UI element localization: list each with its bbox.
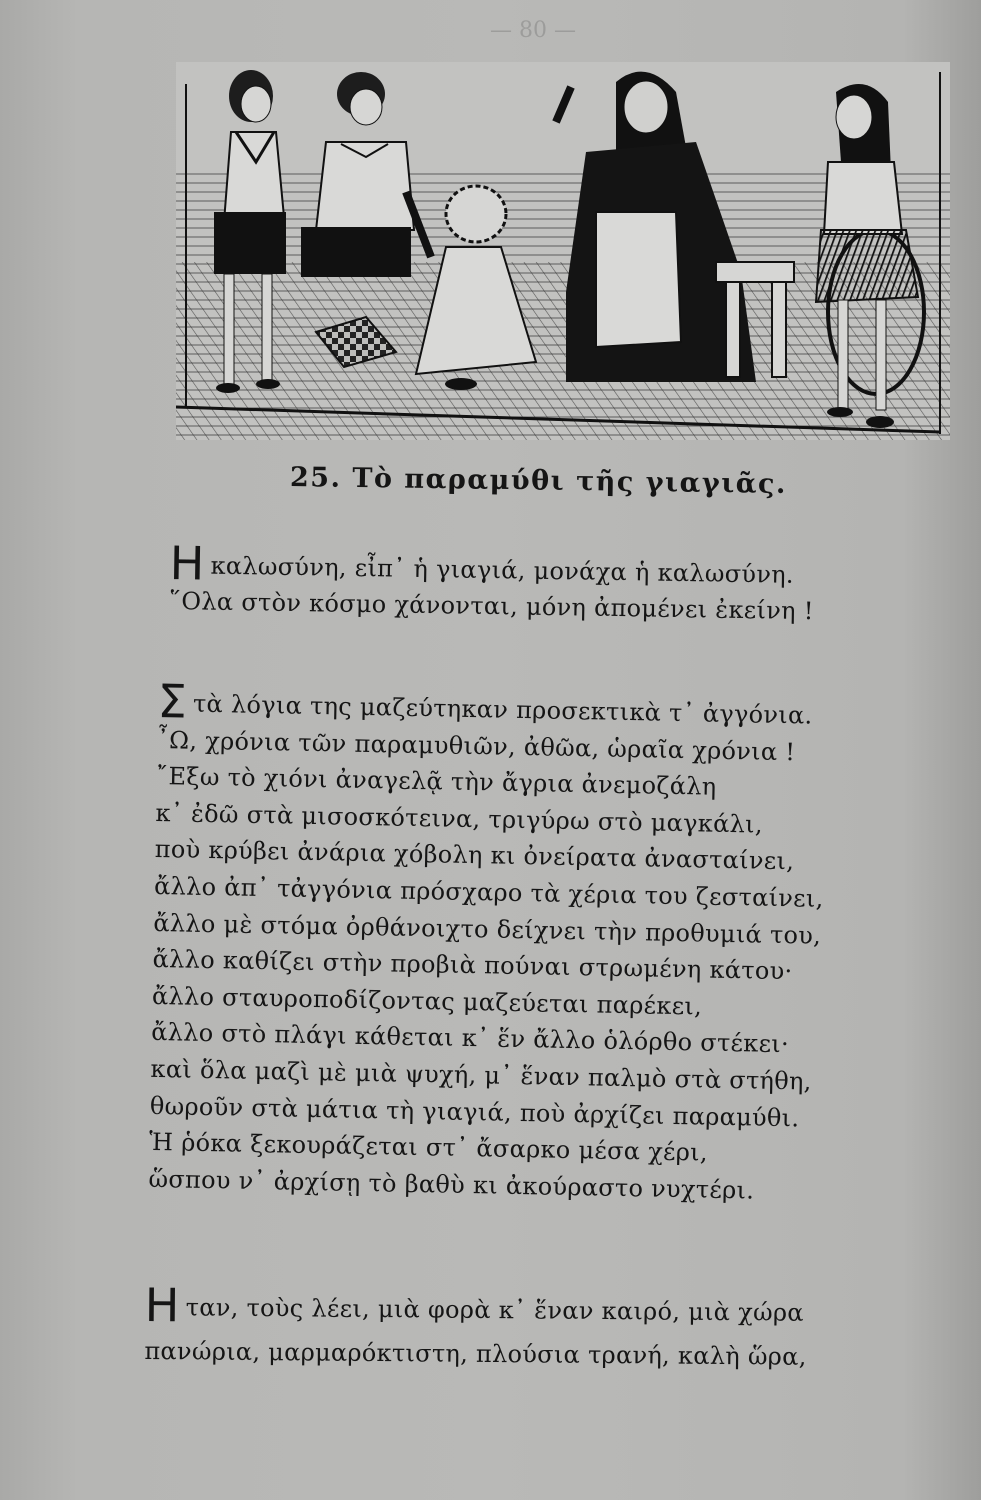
drop-cap: Η <box>169 536 206 591</box>
poem-line: κ᾽ ἐδῶ στὰ μισοσκότεινα, τριγύρω στὸ μαγκάλι, <box>155 798 764 839</box>
stanza-1 <box>168 536 930 631</box>
poem-line: ἄλλο στὸ πλάγι κάθεται κ᾽ ἕν ἄλλο ὁλόρθο στέκει· <box>151 1018 790 1059</box>
poem-title: 25. Τὸ παραμύθι τῆς γιαγιᾶς. <box>289 462 788 500</box>
poem-line: Στὰ λόγια της μαζεύτηκαν προσεκτικὰ τ᾽ ἀγγόνια. <box>157 674 813 730</box>
poem-line: Ηταν, τοὺς λέει, μιὰ φορὰ κ᾽ ἕναν καιρό, μιὰ χώρα <box>144 1278 804 1333</box>
poem-line: ἄλλο καθίζει στὴν προβιὰ πούναι στρωμένη κάτου· <box>152 945 793 986</box>
grandmother-telling-story-illustration <box>176 62 950 440</box>
poem-line: ποὺ κρύβει ἀνάρια χόβολη κι ὀνείρατα ἀνασταίνει, <box>154 835 795 876</box>
poem-line: ἄλλο μὲ στόμα ὀρθάνοιχτο δείχνει τὴν προθυμιά του, <box>153 908 822 950</box>
poem-line: θωροῦν στὰ μάτια τὴ γιαγιά, ποὺ ἀρχίζει παραμύθι. <box>149 1091 800 1132</box>
drop-cap: Σ <box>157 674 188 729</box>
poem-line: πανώρια, μαρμαρόκτιστη, πλούσια τρανή, καλὴ ὥρα, <box>144 1336 807 1371</box>
poem-line: ὥσπου ν᾽ ἀρχίσῃ τὸ βαθὺ κι ἀκούραστο νυχτέρι. <box>148 1164 755 1205</box>
poem-line: Ἡ ῥόκα ξεκουράζεται στ᾽ ἄσαρκο μέσα χέρι, <box>148 1128 709 1167</box>
poem-line: ἄλλο σταυροποδίζοντας μαζεύεται παρέκει, <box>151 981 703 1021</box>
poem-line: ῞Ολα στὸν κόσμο χάνονται, μόνη ἀπομένει ἐκείνη ! <box>168 586 814 626</box>
stanza-3 <box>144 1278 905 1380</box>
poem-line: ῎Εξω τὸ χιόνι ἀναγελᾷ τὴν ἄγρια ἀνεμοζάλη <box>155 762 717 801</box>
poem-line: ἄλλο ἀπ᾽ τἀγγόνια πρόσχαρο τὰ χέρια του ζεσταίνει, <box>153 871 824 913</box>
drop-cap: Η <box>144 1278 180 1333</box>
page-number-bleed: — 80 — <box>490 18 576 43</box>
poem-line: καὶ ὅλα μαζὶ μὲ μιὰ ψυχή, μ᾽ ἕναν παλμὸ στὰ στήθη, <box>150 1054 812 1096</box>
stanza-2 <box>148 674 918 1212</box>
poem-line: ῏Ω, χρόνια τῶν παραμυθιῶν, ἀθῶα, ὡραῖα χρόνια ! <box>156 725 796 766</box>
poem-line: Ηκαλωσύνη, εἶπ᾽ ἡ γιαγιά, μονάχα ἡ καλωσύνη. <box>169 536 795 591</box>
